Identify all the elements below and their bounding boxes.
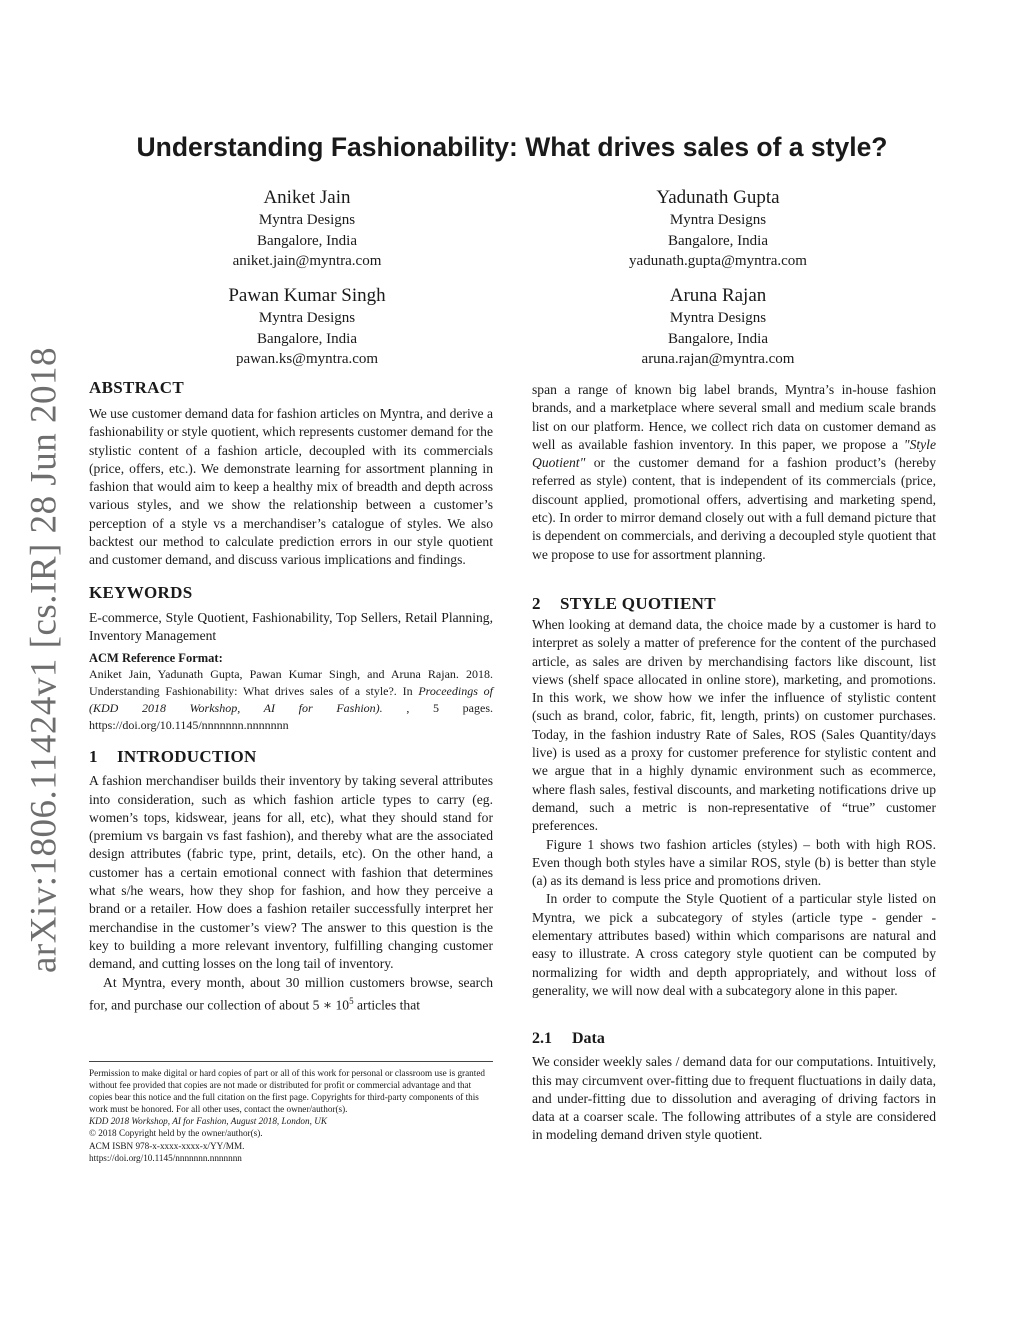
introduction-paragraph-continued: span a range of known big label brands, Myntra’s in-house fashion brands, and a marketplace where several small and medium scale brands list on our platform. Hence, we collect rich data on customer demand as well as available fashion inventory. In this paper, we propose a "Style Quotient" or the customer demand for a fashion product’s (hereby referred as style) content, that is independent of its commercials (price, discount applied, promotional offers, advertising and marketing spend, etc). In order to mirror demand closely out with a full demand picture that is dependent on commercials, and deriving a decoupled style quotient that we propose to use for assortment planning.: [532, 382, 936, 562]
keywords-heading: KEYWORDS: [89, 582, 193, 602]
author-name: Pawan Kumar Singh: [228, 285, 386, 306]
author-name: Yadunath Gupta: [656, 187, 780, 208]
introduction-paragraph: At Myntra, every month, about 30 million customers browse, search for, and purchase our collection of about 5 ∗ $10^5$ articles that: [89, 974, 493, 1013]
acm-reference: [89, 651, 493, 734]
author-location: Bangalore, India: [257, 330, 357, 347]
acm-reference-heading: ACM Reference Format:: [89, 651, 223, 666]
author-block: [548, 186, 888, 272]
author-affiliation: Myntra Designs: [669, 310, 767, 326]
introduction-heading: 1 INTRODUCTION: [89, 747, 257, 767]
author-block: [137, 186, 477, 272]
keywords-text: E-commerce, Style Quotient, Fashionability, Top Sellers, Retail Planning, Inventory Management: [89, 609, 493, 643]
author-email: aniket.jain@myntra.com: [232, 253, 382, 269]
footnote-venue: KDD 2018 Workshop, AI for Fashion, August 2018, London, UK: [89, 1116, 327, 1127]
introduction-paragraph: A fashion merchandiser builds their inventory by taking several attributes into consideration, such as which fashion article types to carry (eg. women’s tops, kidswear, jeans for all, etc), what they should stand for (premium vs bargain vs fast fashion), and thereby what are the associated design attributes (fabric type, print, details, etc). On the other hand, a customer has a certain emotional connect with fashion that determines what s/he wears, how they shop for fashion, and how they perceive a brand or a retailer. How does a fashion retailer successfully interpret her merchandise in the customer’s view? The answer to this question is the key to building a more relevant inventory, fulfilling changing customer demand, and cutting losses on the long tail of inventory.: [89, 773, 493, 972]
author-location: Bangalore, India: [257, 232, 357, 249]
author-affiliation: Myntra Designs: [669, 212, 767, 228]
author-affiliation: Myntra Designs: [258, 212, 356, 228]
arxiv-stamp: [16, 346, 72, 974]
data-subsection-heading: 2.1 Data: [532, 1030, 605, 1048]
arxiv-id: arXiv:1806.11424v1 [cs.IR] 28 Jun 2018: [23, 346, 65, 974]
author-location: Bangalore, India: [668, 232, 768, 249]
author-email: pawan.ks@myntra.com: [235, 351, 379, 367]
footnote-doi: https://doi.org/10.1145/nnnnnnn.nnnnnnn: [89, 1152, 242, 1163]
right-column: [532, 381, 936, 1145]
data-paragraph: We consider weekly sales / demand data for our computations. Intuitively, this may circumvent over-fitting due to frequent fluctuations in daily data, and under-fitting due to dissolution and averaging of driving factors in data at a coarser scale. The following attributes of a style are considered in modeling demand driven style quotient.: [532, 1054, 936, 1143]
permission-notice: Permission to make digital or hard copies of part or all of this work for personal or classroom use is granted without fee provided that copies are not made or distributed for profit or commercial advantage and that copies bear this notice and the full citation on the first page. Copyrights for third-party components of this work must be honored. For all other uses, contact the owner/author(s).: [89, 1068, 485, 1115]
author-name: Aruna Rajan: [669, 285, 767, 306]
acm-reference-text: Aniket Jain, Yadunath Gupta, Pawan Kumar Singh, and Aruna Rajan. 2018. Understanding Fashionability: What drives sales of a style?. In Proceedings of (KDD 2018 Workshop, AI for Fashion). , 5 pages. https://doi.org/10.1145/nnnnnnn.nnnnnnn: [89, 667, 493, 733]
paper-title: Understanding Fashionability: What drives sales of a style?: [136, 132, 888, 162]
author-email: yadunath.gupta@myntra.com: [629, 253, 807, 269]
style-quotient-paragraph: In order to compute the Style Quotient of a particular style listed on Myntra, we pick a subcategory of styles (article type - gender - elementary attributes based) within which comparisons are natural and easy to illustrate. A cross category style quotient can be computed by normalizing for width and depth appropriately, and without loss of generality, we will now deal with a subcategory alone in this paper.: [532, 891, 936, 998]
style-quotient-heading: 2 STYLE QUOTIENT: [532, 593, 716, 613]
author-block: [137, 284, 477, 370]
author-block: [548, 284, 888, 370]
footnote-isbn: ACM ISBN 978-x-xxxx-xxxx-x/YY/MM.: [89, 1140, 245, 1151]
style-quotient-paragraph: When looking at demand data, the choice made by a customer is hard to interpret as solely a matter of preference for the content of the purchased article, as sales are driven by merchandising factors like discount, list views (shelf space allocated in online store), marketing, and promotions. In this work, we show how we infer the influence of stylistic content (such as brand, color, fabric, fit, length, prints) on customer purchases. Today, in the fashion industry Rate of Sales, ROS (Sales Quantity/days live) is used as a proxy for customer preference for stylistic content and we argue that in a highly dynamic environment such as ecommerce, where flash sales, festival discounts, and marketing notifications drive up demand, such a metric is non-representative of “true” customer preferences.: [532, 616, 936, 834]
author-name: Aniket Jain: [263, 187, 351, 208]
footnote-copyright: © 2018 Copyright held by the owner/author(s).: [89, 1128, 263, 1139]
author-affiliation: Myntra Designs: [258, 310, 356, 326]
abstract-heading: ABSTRACT: [89, 378, 184, 397]
left-column: [89, 378, 493, 1015]
style-quotient-paragraph: Figure 1 shows two fashion articles (styles) – both with high ROS. Even though both styles have a similar ROS, style (b) is better than style (a) as its demand is less price and promotions driven.: [532, 836, 936, 889]
author-location: Bangalore, India: [668, 330, 768, 347]
author-email: aruna.rajan@myntra.com: [641, 351, 795, 367]
abstract-text: We use customer demand data for fashion articles on Myntra, and derive a fashionability or style quotient, which represents customer demand for the stylistic content of a fashion article, decoupled with its commercials (price, offers, etc.). We demonstrate learning for assortment planning in fashion that would aim to keep a healthy mix of breadth and depth across various styles, and we show the relationship between a customer’s perception of a style vs a merchandiser’s catalogue of styles. We also backtest our method to calculate prediction errors in our style quotient and customer demand, and discuss various implications and findings.: [89, 406, 493, 568]
footnote: [89, 1061, 493, 1164]
